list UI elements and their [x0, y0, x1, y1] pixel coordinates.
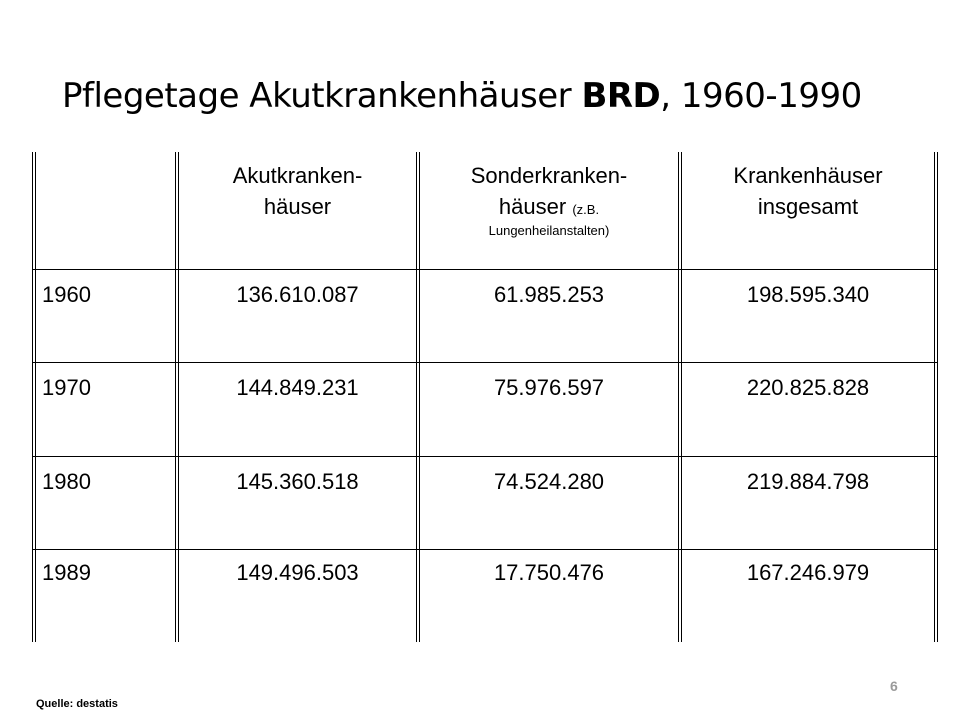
header-line: häuser: [263, 194, 332, 219]
value-cell: 219.884.798: [746, 469, 870, 494]
header-line: Sonderkranken-: [470, 163, 628, 188]
value-cell: 17.750.476: [493, 560, 605, 585]
value-cell: 167.246.979: [746, 560, 870, 585]
header-akut: [179, 160, 416, 222]
row-separator: [32, 362, 938, 363]
header-note: Lungenheilanstalten): [488, 223, 610, 238]
header-sonder: [420, 160, 678, 240]
grid-line: [937, 152, 938, 642]
value-cell: 75.976.597: [493, 375, 605, 400]
value-cell: 220.825.828: [746, 375, 870, 400]
grid-line: [32, 152, 33, 642]
header-line: Akutkranken-: [232, 163, 363, 188]
value-cell: 136.610.087: [236, 282, 359, 307]
year-cell: 1989: [42, 560, 91, 585]
row-separator: [32, 456, 938, 457]
header-gesamt: [682, 160, 934, 222]
year-cell: 1980: [42, 469, 91, 494]
grid-line: [35, 152, 36, 642]
title-part2: , 1960-1990: [660, 76, 862, 116]
value-cell: 74.524.280: [493, 469, 605, 494]
value-cell: 198.595.340: [746, 282, 870, 307]
value-cell: 145.360.518: [236, 469, 359, 494]
title-bold: BRD: [581, 76, 661, 116]
value-cell: 144.849.231: [236, 375, 359, 400]
source-note: Quelle: destatis: [36, 698, 118, 710]
value-cell: 61.985.253: [493, 282, 605, 307]
row-separator: [32, 549, 938, 550]
header-line: häuser: [498, 194, 567, 219]
value-cell: 149.496.503: [236, 560, 359, 585]
grid-line: [934, 152, 935, 642]
title-part1: Pflegetage Akutkrankenhäuser: [62, 76, 582, 116]
data-table: [32, 152, 938, 642]
header-line: insgesamt: [757, 194, 859, 219]
year-cell: 1960: [42, 282, 91, 307]
header-line: Krankenhäuser: [733, 163, 883, 188]
grid-line: [416, 152, 417, 642]
year-cell: 1970: [42, 375, 91, 400]
header-note: (z.B.: [572, 202, 600, 217]
grid-line: [678, 152, 679, 642]
grid-line: [175, 152, 176, 642]
page-number: 6: [890, 678, 898, 694]
row-separator: [32, 269, 938, 270]
page-title: [62, 76, 862, 116]
